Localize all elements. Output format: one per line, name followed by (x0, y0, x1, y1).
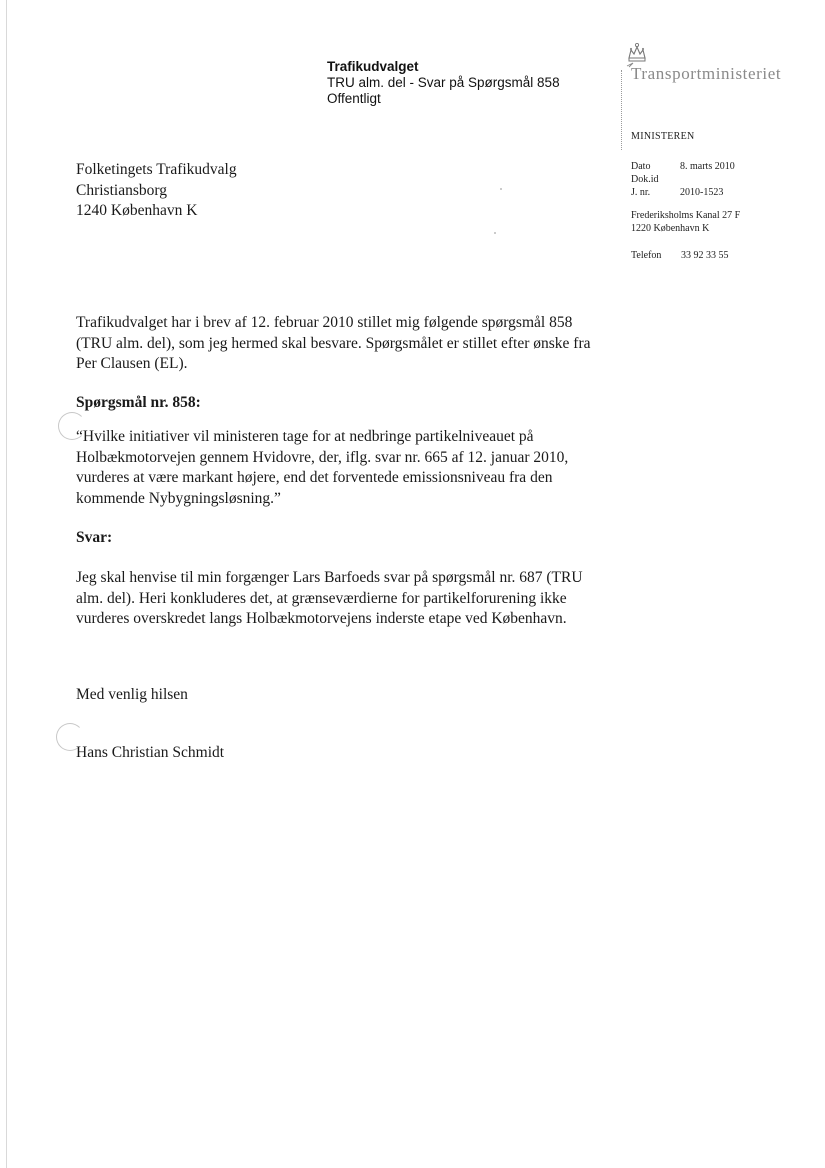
recipient-address (76, 160, 237, 222)
sender-address (631, 209, 740, 235)
date-value: 8. marts 2010 (680, 161, 735, 172)
sender-title: MINISTEREN (631, 131, 695, 142)
page-edge (6, 0, 7, 1168)
stamp-title: Trafikudvalget (327, 59, 419, 74)
recipient-city: 1240 København K (76, 202, 198, 219)
sender-phone (631, 249, 729, 262)
scan-speck (494, 232, 496, 234)
signature-name: Hans Christian Schmidt (76, 744, 225, 761)
stamp-reference: TRU alm. del - Svar på Spørgsmål 858 (327, 75, 560, 90)
date-label: Dato (631, 161, 651, 172)
phone-value: 33 92 33 55 (681, 250, 729, 261)
logo-wordmark: Transportministeriet (631, 64, 782, 83)
answer-heading: Svar: (76, 529, 113, 546)
header-stamp (327, 59, 560, 107)
question-heading: Spørgsmål nr. 858: (76, 394, 201, 411)
meta-date-row (631, 160, 781, 173)
dokid-label: Dok.id (631, 174, 659, 185)
sidebar-divider (621, 70, 622, 150)
closing-salutation: Med venlig hilsen (76, 686, 188, 703)
recipient-name: Folketingets Trafikudvalg (76, 161, 237, 178)
address-street: Frederiksholms Kanal 27 F (631, 210, 741, 221)
jnr-label: J. nr. (631, 187, 651, 198)
document-meta (631, 160, 781, 199)
scan-speck (500, 188, 502, 190)
answer-text: Jeg skal henvise til min forgænger Lars Barfoeds svar på spørgsmål nr. 687 (TRU alm. del). Heri konkluderes det, at grænseværdierne for partikelforurening ikke vurderes overskredet langs Holbækmotorvejens inderste etape ved København. (76, 569, 583, 627)
question-text: “Hvilke initiativer vil ministeren tage for at nedbringe partikelniveauet på Holbækmotorvejen gennem Hvidovre, der, iflg. svar nr. 665 af 12. januar 2010, vurderes at være markant højere, end det forventede emissionsniveau fra den kommende Nybygningsløsning.” (76, 428, 569, 507)
question-paragraph (76, 427, 596, 509)
meta-jnr-row (631, 186, 781, 199)
address-city: 1220 København K (631, 223, 710, 234)
intro-text: Trafikudvalget har i brev af 12. februar 2010 stillet mig følgende spørgsmål 858 (TRU alm. del), som jeg hermed skal besvare. Spørgsmålet er stillet efter ønske fra Per Clausen (EL). (76, 314, 591, 372)
jnr-value: 2010-1523 (680, 187, 724, 198)
answer-paragraph (76, 568, 596, 630)
intro-paragraph (76, 313, 596, 375)
ministry-logo (617, 42, 807, 92)
phone-label: Telefon (631, 250, 662, 261)
stamp-status: Offentligt (327, 91, 381, 106)
recipient-building: Christiansborg (76, 181, 167, 199)
meta-dokid-row (631, 173, 781, 186)
